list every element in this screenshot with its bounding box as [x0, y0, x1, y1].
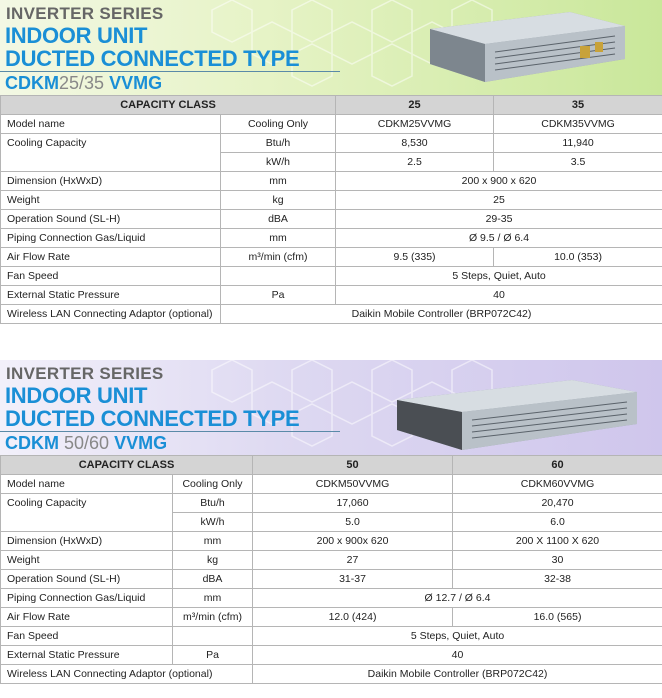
- row-label: Piping Connection Gas/Liquid: [1, 229, 221, 248]
- row-label: Piping Connection Gas/Liquid: [1, 589, 173, 608]
- row-value: 2.5: [336, 153, 494, 172]
- row-unit: m³/min (cfm): [173, 608, 253, 627]
- capacity-col1: 25: [336, 96, 494, 115]
- row-unit: kW/h: [221, 153, 336, 172]
- series-label: INVERTER SERIES: [6, 4, 164, 23]
- table-row: [1, 551, 662, 570]
- row-label: Operation Sound (SL-H): [1, 570, 173, 589]
- row-unit: kW/h: [173, 513, 253, 532]
- ducted-unit-image-icon: [420, 4, 630, 84]
- model-prefix: CDKM: [5, 433, 59, 453]
- row-label: External Static Pressure: [1, 286, 221, 305]
- row-unit: [221, 267, 336, 286]
- row-label: Dimension (HxWxD): [1, 172, 221, 191]
- table-row: [1, 608, 662, 627]
- model-suffix: VVMG: [114, 433, 168, 453]
- model-suffix: VVMG: [109, 73, 163, 93]
- row-value: 6.0: [453, 513, 662, 532]
- table-row: [1, 210, 662, 229]
- row-unit: Pa: [221, 286, 336, 305]
- capacity-class-header: CAPACITY CLASS: [1, 96, 336, 115]
- table-row: [1, 115, 662, 134]
- title-divider: [0, 71, 340, 72]
- table-row: [1, 627, 662, 646]
- row-unit: m³/min (cfm): [221, 248, 336, 267]
- row-label: Weight: [1, 551, 173, 570]
- table-row: [1, 665, 662, 684]
- row-label: Fan Speed: [1, 267, 221, 286]
- table-row: [1, 589, 662, 608]
- row-label: Dimension (HxWxD): [1, 532, 173, 551]
- table-header-row: [1, 96, 662, 115]
- capacity-col2: 60: [453, 456, 662, 475]
- table-row: [1, 229, 662, 248]
- row-unit: mm: [173, 589, 253, 608]
- capacity-col1: 50: [253, 456, 453, 475]
- row-label: Operation Sound (SL-H): [1, 210, 221, 229]
- row-value: 200 x 900x 620: [253, 532, 453, 551]
- row-value: 200 X 1100 X 620: [453, 532, 662, 551]
- title-line-1: INDOOR UNIT: [5, 383, 148, 408]
- row-unit: dBA: [173, 570, 253, 589]
- table-header-row: [1, 456, 662, 475]
- capacity-class-header: CAPACITY CLASS: [1, 456, 253, 475]
- row-value: 25: [336, 191, 662, 210]
- model-heading: [5, 73, 162, 94]
- table-row: [1, 267, 662, 286]
- row-label: Wireless LAN Connecting Adaptor (optional): [1, 665, 253, 684]
- banner: [0, 360, 662, 455]
- row-value: 31-37: [253, 570, 453, 589]
- row-unit: mm: [173, 532, 253, 551]
- title-line-2: DUCTED CONNECTED TYPE: [5, 406, 300, 431]
- table-row: [1, 570, 662, 589]
- row-unit: Btu/h: [221, 134, 336, 153]
- row-label: Model name: [1, 115, 221, 134]
- row-unit: dBA: [221, 210, 336, 229]
- row-value: 200 x 900 x 620: [336, 172, 662, 191]
- row-label: External Static Pressure: [1, 646, 173, 665]
- row-unit: Pa: [173, 646, 253, 665]
- row-label: Cooling Capacity: [1, 494, 173, 532]
- table-row: [1, 134, 662, 153]
- row-value: Daikin Mobile Controller (BRP072C42): [253, 665, 662, 684]
- row-value: 5 Steps, Quiet, Auto: [253, 627, 662, 646]
- row-value: 17,060: [253, 494, 453, 513]
- row-unit: [173, 627, 253, 646]
- table-row: [1, 475, 662, 494]
- row-unit: Cooling Only: [173, 475, 253, 494]
- row-value: Ø 12.7 / Ø 6.4: [253, 589, 662, 608]
- table-row: [1, 494, 662, 513]
- row-value: 3.5: [494, 153, 662, 172]
- spec-table: [0, 455, 662, 684]
- row-value: 27: [253, 551, 453, 570]
- row-label: Wireless LAN Connecting Adaptor (optional): [1, 305, 221, 324]
- row-unit: mm: [221, 229, 336, 248]
- title-line-1: INDOOR UNIT: [5, 23, 148, 48]
- row-unit: Btu/h: [173, 494, 253, 513]
- table-row: [1, 286, 662, 305]
- table-row: [1, 305, 662, 324]
- row-value: 8,530: [336, 134, 494, 153]
- row-value: CDKM60VVMG: [453, 475, 662, 494]
- model-prefix: CDKM: [5, 73, 59, 93]
- row-value: 5.0: [253, 513, 453, 532]
- row-value: Ø 9.5 / Ø 6.4: [336, 229, 662, 248]
- row-label: Weight: [1, 191, 221, 210]
- section-cdkm50-60: [0, 360, 662, 684]
- row-value: 29-35: [336, 210, 662, 229]
- title-divider: [0, 431, 340, 432]
- row-unit: mm: [221, 172, 336, 191]
- table-row: [1, 191, 662, 210]
- banner: [0, 0, 662, 95]
- series-label: INVERTER SERIES: [6, 364, 164, 383]
- row-value: 5 Steps, Quiet, Auto: [336, 267, 662, 286]
- row-label: Cooling Capacity: [1, 134, 221, 172]
- model-heading: [5, 433, 167, 454]
- row-value: CDKM35VVMG: [494, 115, 662, 134]
- row-value: 40: [336, 286, 662, 305]
- ducted-unit-image-icon: [392, 372, 642, 452]
- model-size: 50/60: [64, 433, 110, 453]
- row-label: Fan Speed: [1, 627, 173, 646]
- table-row: [1, 172, 662, 191]
- spec-table: [0, 95, 662, 324]
- row-unit: Cooling Only: [221, 115, 336, 134]
- row-value: 9.5 (335): [336, 248, 494, 267]
- row-unit: kg: [173, 551, 253, 570]
- row-unit: kg: [221, 191, 336, 210]
- model-size: 25/35: [59, 73, 105, 93]
- row-value: 30: [453, 551, 662, 570]
- capacity-col2: 35: [494, 96, 662, 115]
- row-value: CDKM50VVMG: [253, 475, 453, 494]
- row-label: Air Flow Rate: [1, 608, 173, 627]
- row-label: Model name: [1, 475, 173, 494]
- row-value: 16.0 (565): [453, 608, 662, 627]
- table-row: [1, 646, 662, 665]
- row-value: 11,940: [494, 134, 662, 153]
- title-line-2: DUCTED CONNECTED TYPE: [5, 46, 300, 71]
- table-row: [1, 248, 662, 267]
- row-value: 12.0 (424): [253, 608, 453, 627]
- row-value: CDKM25VVMG: [336, 115, 494, 134]
- row-value: 20,470: [453, 494, 662, 513]
- row-label: Air Flow Rate: [1, 248, 221, 267]
- row-value: Daikin Mobile Controller (BRP072C42): [221, 305, 662, 324]
- table-row: [1, 532, 662, 551]
- row-value: 10.0 (353): [494, 248, 662, 267]
- row-value: 32-38: [453, 570, 662, 589]
- row-value: 40: [253, 646, 662, 665]
- section-cdkm25-35: [0, 0, 662, 324]
